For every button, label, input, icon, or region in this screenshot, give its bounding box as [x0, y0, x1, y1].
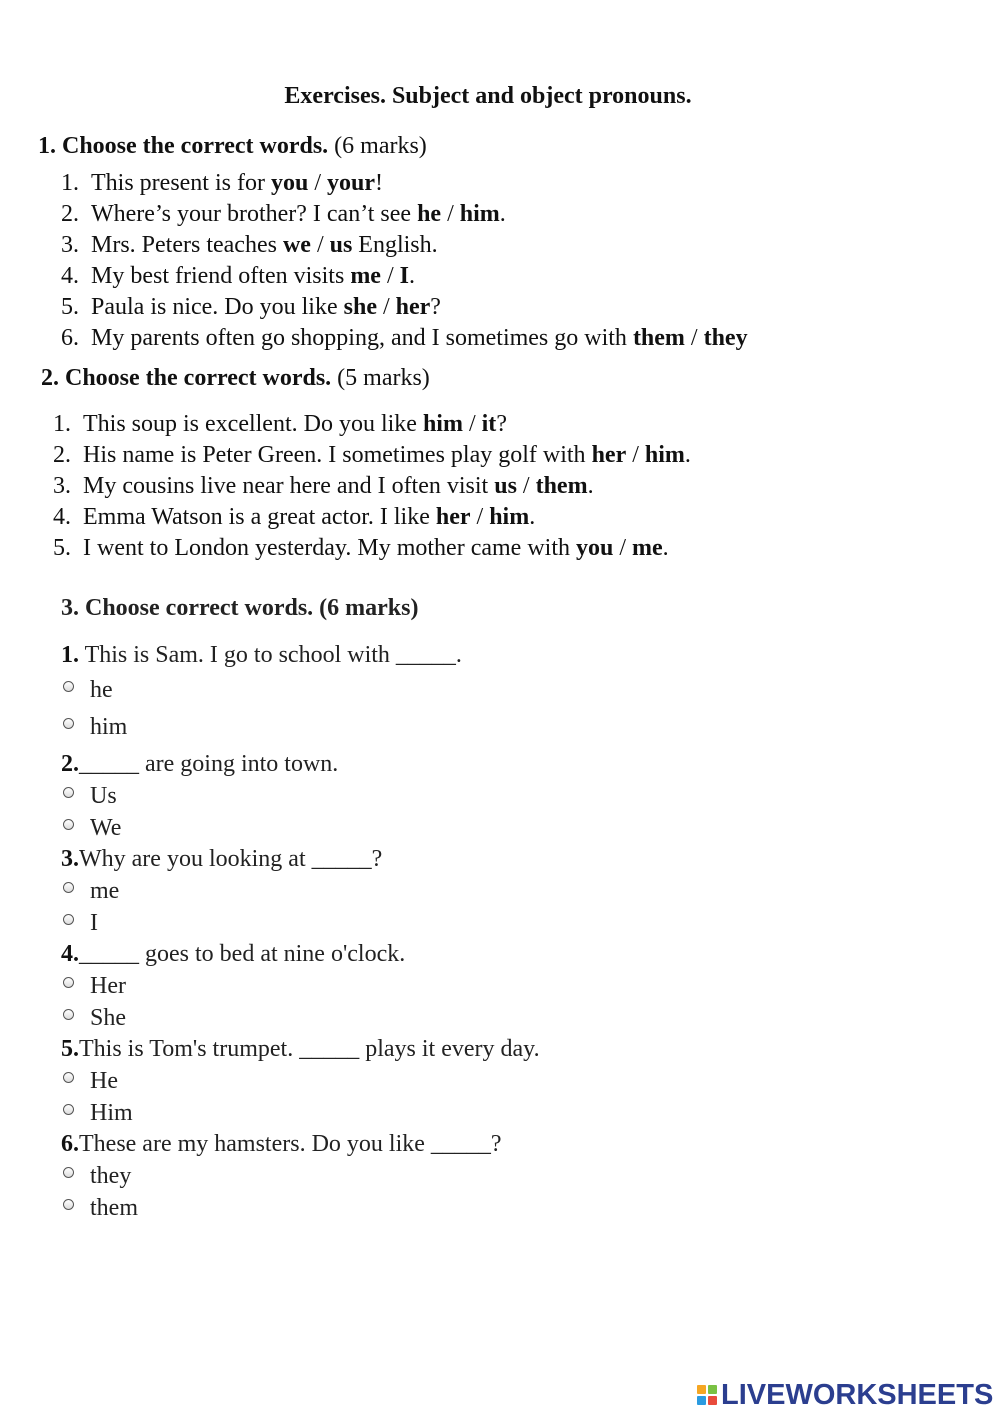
choice-a: you [270, 170, 309, 196]
item-number: 2. [61, 201, 79, 227]
choice-b: him [644, 442, 685, 468]
choice-separator: / [470, 504, 490, 530]
question-text: Why are you looking at _____? [79, 846, 383, 872]
section-1-heading-marks: (6 marks) [328, 133, 427, 159]
question-number: 4. [61, 941, 79, 967]
list-item [61, 170, 383, 197]
radio-button[interactable] [63, 1072, 74, 1083]
logo-text: LIVEWORKSHEETS [721, 1378, 994, 1411]
question-number: 3. [61, 846, 79, 872]
question-text: _____ are going into town. [79, 751, 339, 777]
item-ending: . [529, 504, 536, 530]
liveworksheets-logo [697, 1378, 993, 1412]
section-3-heading: 3. Choose correct words. (6 marks) [61, 595, 419, 621]
choice-a: you [575, 535, 614, 561]
logo-square-4 [708, 1396, 717, 1405]
item-text: Emma Watson is a great actor. I like [83, 504, 436, 530]
choice-b: him [489, 504, 530, 530]
radio-button[interactable] [63, 787, 74, 798]
item-ending: ? [496, 411, 507, 437]
choice-separator: / [441, 201, 460, 227]
choice-b: us [329, 232, 353, 258]
option-label[interactable]: She [90, 1005, 126, 1031]
option-label[interactable]: Him [90, 1100, 133, 1126]
option-label[interactable]: He [90, 1068, 118, 1094]
choice-b: her [395, 294, 431, 320]
item-number: 3. [53, 473, 71, 499]
radio-button[interactable] [63, 977, 74, 988]
list-item [53, 535, 669, 562]
list-item [61, 325, 748, 352]
item-ending: . [408, 263, 415, 289]
choice-separator: / [308, 170, 327, 196]
choice-b: me [632, 535, 663, 561]
choice-a: her [435, 504, 471, 530]
item-ending: . [499, 201, 506, 227]
question-text: _____ goes to bed at nine o'clock. [79, 941, 406, 967]
item-number: 2. [53, 442, 71, 468]
radio-button[interactable] [63, 718, 74, 729]
list-item [61, 201, 506, 228]
page-title: Exercises. Subject and object pronouns. [284, 83, 692, 109]
section-2-heading-bold: 2. Choose the correct words. [41, 365, 332, 391]
item-ending: ! [375, 170, 383, 196]
question-5 [61, 1036, 540, 1063]
choice-b: I [399, 263, 409, 289]
logo-square-3 [697, 1396, 706, 1405]
section-1-heading [38, 133, 427, 160]
radio-button[interactable] [63, 819, 74, 830]
item-text: His name is Peter Green. I sometimes play golf with [83, 442, 592, 468]
list-item [53, 473, 594, 500]
item-number: 1. [53, 411, 71, 437]
choice-separator: / [380, 263, 400, 289]
choice-a: her [591, 442, 627, 468]
choice-a: we [282, 232, 311, 258]
radio-button[interactable] [63, 1104, 74, 1115]
choice-separator: / [462, 411, 482, 437]
item-ending: . [662, 535, 669, 561]
item-ending: . [684, 442, 691, 468]
item-number: 3. [61, 232, 79, 258]
question-text: These are my hamsters. Do you like _____? [79, 1131, 502, 1157]
choice-separator: / [626, 442, 645, 468]
question-6 [61, 1131, 502, 1158]
question-number: 5. [61, 1036, 79, 1062]
choice-separator: / [613, 535, 633, 561]
item-number: 4. [61, 263, 79, 289]
section-1-heading-bold: 1. Choose the correct words. [38, 133, 329, 159]
item-number: 1. [61, 170, 79, 196]
choice-b: it [481, 411, 497, 437]
option-label[interactable]: I [90, 910, 98, 936]
logo-square-1 [697, 1385, 706, 1394]
item-number: 4. [53, 504, 71, 530]
item-text: My parents often go shopping, and I sometimes go with [91, 325, 633, 351]
option-label[interactable]: he [90, 677, 113, 703]
choice-a: them [632, 325, 685, 351]
choice-separator: / [516, 473, 536, 499]
option-label[interactable]: me [90, 878, 120, 904]
choice-a: me [350, 263, 381, 289]
choice-b: they [703, 325, 748, 351]
item-text: My best friend often visits [91, 263, 351, 289]
item-number: 6. [61, 325, 79, 351]
list-item [53, 411, 507, 438]
radio-button[interactable] [63, 882, 74, 893]
choice-b: your [327, 170, 375, 196]
question-3 [61, 846, 382, 873]
item-number: 5. [61, 294, 79, 320]
item-text: This soup is excellent. Do you like [83, 411, 423, 437]
choice-separator: / [310, 232, 330, 258]
question-2 [61, 751, 338, 778]
option-label[interactable]: them [90, 1195, 138, 1221]
item-number: 5. [53, 535, 71, 561]
option-label[interactable]: they [90, 1163, 132, 1189]
radio-button[interactable] [63, 1167, 74, 1178]
question-1 [61, 642, 462, 669]
choice-b: him [459, 201, 500, 227]
choice-a: he [417, 201, 442, 227]
list-item [53, 504, 535, 531]
question-number: 6. [61, 1131, 79, 1157]
section-2-heading-marks: (5 marks) [331, 365, 430, 391]
item-ending: ? [430, 294, 441, 320]
list-item [53, 442, 691, 469]
item-ending: . [587, 473, 594, 499]
item-text: This present is for [91, 170, 271, 196]
section-2-heading [41, 365, 430, 392]
radio-button[interactable] [63, 914, 74, 925]
item-ending: English. [352, 232, 438, 258]
choice-separator: / [376, 294, 396, 320]
list-item [61, 294, 441, 321]
option-label[interactable]: him [90, 714, 128, 740]
question-text: This is Sam. I go to school with _____. [79, 642, 462, 668]
item-text: I went to London yesterday. My mother came with [83, 535, 576, 561]
radio-button[interactable] [63, 681, 74, 692]
question-number: 2. [61, 751, 79, 777]
item-text: Mrs. Peters teaches [91, 232, 283, 258]
logo-mark-icon [697, 1385, 717, 1405]
list-item [61, 232, 438, 259]
item-text: My cousins live near here and I often visit [83, 473, 495, 499]
item-text: Paula is nice. Do you like [91, 294, 344, 320]
question-4 [61, 941, 405, 968]
option-label[interactable]: Us [90, 783, 117, 809]
logo-square-2 [708, 1385, 717, 1394]
list-item [61, 263, 415, 290]
choice-b: them [535, 473, 588, 499]
option-label[interactable]: Her [90, 973, 126, 999]
question-text: This is Tom's trumpet. _____ plays it every day. [79, 1036, 540, 1062]
option-label[interactable]: We [90, 815, 122, 841]
choice-a: him [422, 411, 463, 437]
choice-a: she [343, 294, 377, 320]
radio-button[interactable] [63, 1199, 74, 1210]
radio-button[interactable] [63, 1009, 74, 1020]
item-text: Where’s your brother? I can’t see [91, 201, 418, 227]
choice-a: us [494, 473, 517, 499]
choice-separator: / [684, 325, 704, 351]
question-number: 1. [61, 642, 79, 668]
